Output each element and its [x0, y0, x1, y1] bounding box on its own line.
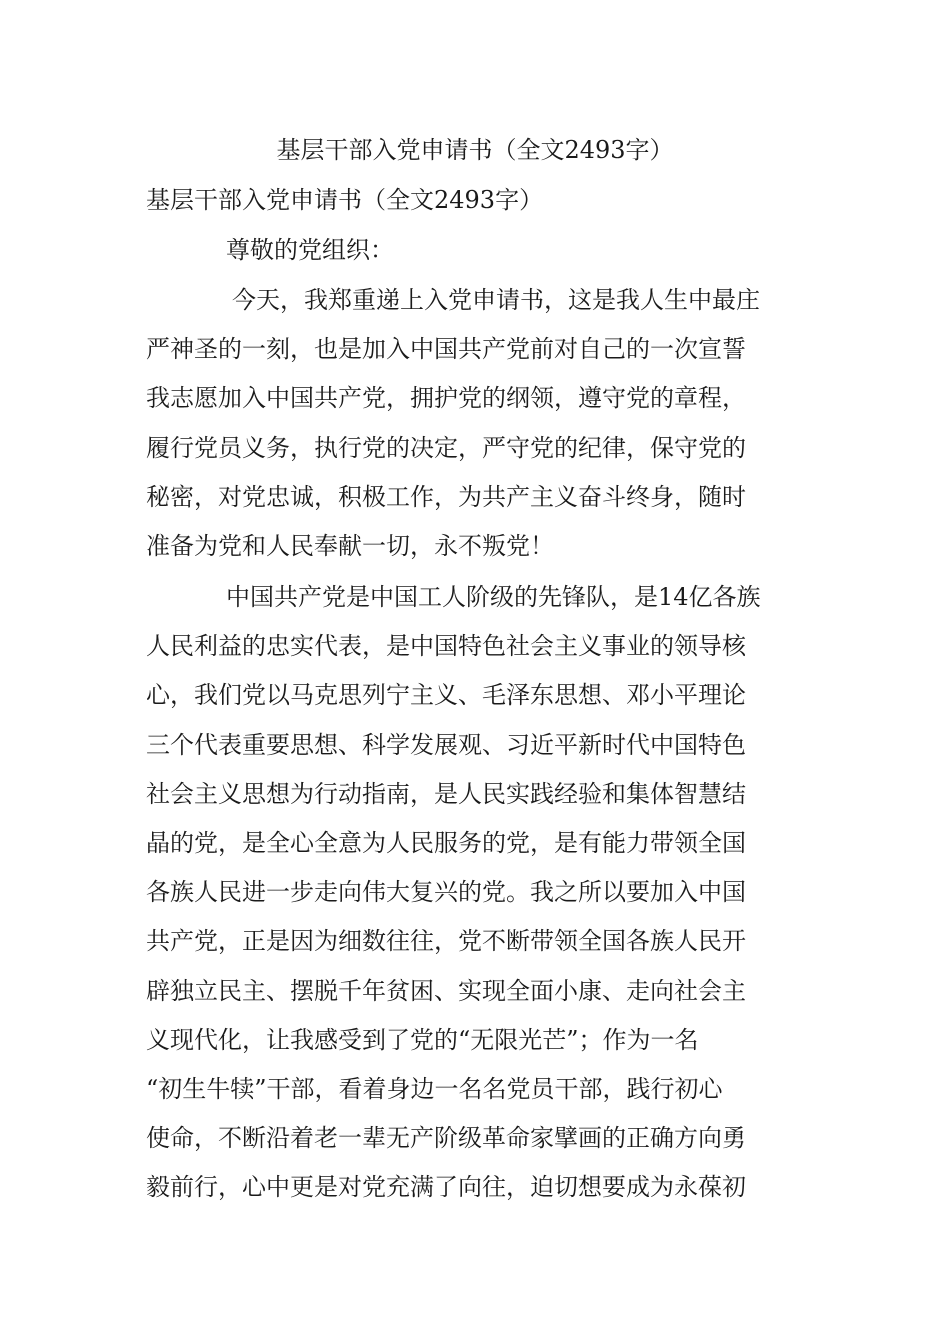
paragraph-line: 毅前行，心中更是对党充满了向往，迫切想要成为永葆初	[146, 1173, 746, 1202]
paragraph-line: 三个代表重要思想、科学发展观、习近平新时代中国特色	[146, 730, 746, 759]
paragraph-line: 社会主义思想为行动指南，是人民实践经验和集体智慧结	[146, 779, 746, 808]
paragraph-line: 共产党，正是因为细数往往，党不断带领全国各族人民开	[146, 927, 746, 956]
paragraph-line: 义现代化，让我感受到了党的“无限光芒”；作为一名	[146, 1025, 699, 1054]
paragraph-line: 秘密，对党忠诚，积极工作，为共产主义奋斗终身，随时	[146, 482, 746, 511]
paragraph-line: 晶的党，是全心全意为人民服务的党，是有能力带领全国	[146, 828, 746, 857]
paragraph-line: 履行党员义务，执行党的决定，严守党的纪律，保守党的	[146, 433, 746, 462]
subtitle-line: 基层干部入党申请书（全文2493字）	[146, 186, 544, 214]
paragraph-line: 我志愿加入中国共产党，拥护党的纲领，遵守党的章程，	[146, 384, 746, 413]
paragraph-line: 辟独立民主、摆脱千年贫困、实现全面小康、走向社会主	[146, 976, 746, 1005]
document-subtitle	[146, 176, 816, 225]
salutation-line: 尊敬的党组织：	[226, 236, 394, 264]
paragraph-line: 中国共产党是中国工人阶级的先锋队，是14亿各族	[226, 583, 761, 611]
paragraph-line: 准备为党和人民奉献一切，永不叛党！	[146, 531, 554, 560]
paragraph-line: “初生牛犊”干部，看着身边一名名党员干部，践行初心	[146, 1074, 723, 1103]
paragraph-line: 今天，我郑重递上入党申请书，这是我人生中最庄	[232, 286, 760, 314]
salutation	[146, 226, 816, 275]
paragraph-line: 使命，不断沿着老一辈无产阶级革命家擘画的正确方向勇	[146, 1124, 746, 1153]
paragraph-party-intro	[146, 573, 816, 1212]
document-title: 基层干部入党申请书（全文2493字）	[276, 136, 674, 164]
paragraph-oath	[146, 276, 816, 571]
paragraph-line: 严神圣的一刻，也是加入中国共产党前对自己的一次宣誓	[146, 335, 746, 364]
paragraph-line: 人民利益的忠实代表，是中国特色社会主义事业的领导核	[146, 632, 746, 661]
paragraph-line: 心，我们党以马克思列宁主义、毛泽东思想、邓小平理论	[146, 681, 746, 710]
paragraph-line: 各族人民进一步走向伟大复兴的党。我之所以要加入中国	[146, 878, 746, 907]
